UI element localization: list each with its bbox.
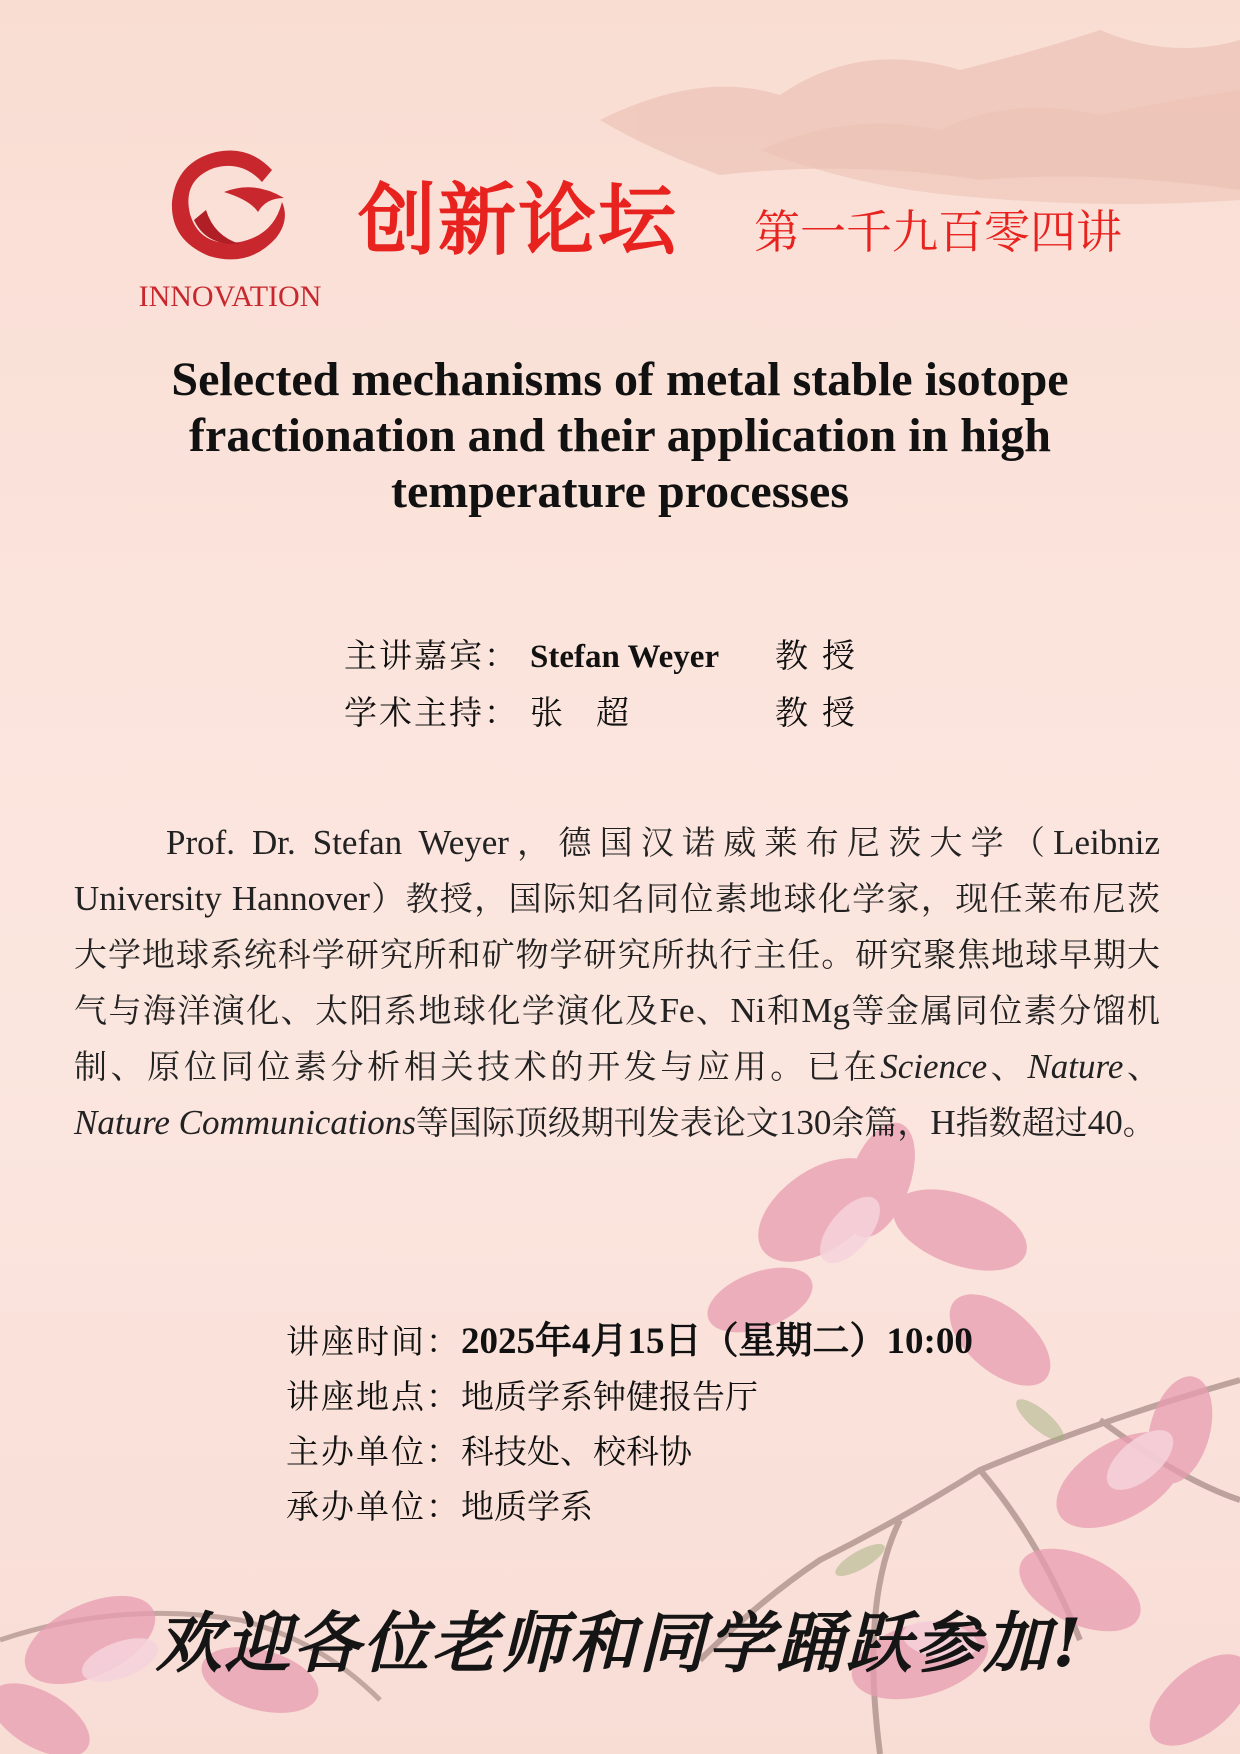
bio-element: Fe (659, 991, 695, 1030)
bio-text: 余篇， (831, 1103, 931, 1142)
time-row (286, 1314, 973, 1369)
bio-text: 、 (1123, 1047, 1161, 1086)
bio-text: 等国际顶级期刊发表论文 (415, 1103, 779, 1142)
bio-text: ，德国汉诺威莱布尼茨大学（ (508, 823, 1054, 862)
bio-text: 等金属同位素分馏机制、原位同位素分析相关技术的开发与应用。已在 (74, 991, 1161, 1086)
bio-text: 指数超过 (955, 1103, 1088, 1142)
bio-text: 、 (694, 991, 731, 1030)
bio-number: 40 (1087, 1103, 1123, 1142)
time-value: 2025年4月15日（星期二）10:00 (461, 1321, 973, 1362)
host-name: 张 超 (530, 693, 629, 732)
lecture-title (80, 352, 1160, 520)
place-value: 地质学系钟健报告厅 (461, 1377, 758, 1416)
speaker-row (344, 628, 869, 685)
innovation-logo (120, 140, 340, 320)
undertaker-label: 承办单位： (286, 1487, 461, 1526)
bio-journal: Science (880, 1047, 988, 1086)
logo-text: INNOVATION (138, 280, 322, 313)
speaker-bio (74, 815, 1160, 1151)
bio-element: Ni (730, 991, 766, 1030)
lecture-number: 第一千九百零四讲 (754, 205, 1122, 259)
speakers-block (344, 628, 869, 741)
bio-text: 、 (987, 1047, 1028, 1086)
host-title: 教授 (775, 693, 869, 732)
title-line-2: fractionation and their application in high (189, 409, 1051, 462)
event-info (286, 1314, 973, 1534)
bio-number: H (930, 1103, 956, 1142)
time-label: 讲座时间： (286, 1322, 461, 1361)
speaker-name: Stefan Weyer (530, 639, 720, 675)
organizer-row (286, 1424, 973, 1479)
bio-text: ）教授，国际知名同位素地球化学家，现任莱布尼茨大学地球系统科学研究所和矿物学研究所执行主任。研究聚焦地球早期大气与海洋演化、太阳系地球化学演化及 (74, 879, 1161, 1030)
undertaker-value: 地质学系 (461, 1487, 593, 1526)
host-label: 学术主持： (344, 693, 519, 732)
bio-journal: Nature Communications (74, 1103, 416, 1142)
place-label: 讲座地点： (286, 1377, 461, 1416)
speaker-title: 教授 (775, 636, 869, 675)
place-row (286, 1369, 973, 1424)
organizer-label: 主办单位： (286, 1432, 461, 1471)
bio-element: Mg (801, 991, 851, 1030)
welcome-slogan: 欢迎各位老师和同学踊跃参加! (155, 1604, 1085, 1682)
mountain-landscape (600, 30, 1240, 204)
bio-number: 130 (778, 1103, 832, 1142)
bio-name: Prof. Dr. Stefan Weyer (166, 823, 509, 862)
bio-university: Leibniz University Hannover (74, 823, 1161, 918)
bio-journal: Nature (1027, 1047, 1124, 1086)
speaker-label: 主讲嘉宾： (344, 636, 519, 675)
swirl-logo-icon (154, 140, 304, 270)
title-line-1: Selected mechanisms of metal stable isotope (171, 353, 1069, 406)
host-row (344, 685, 869, 741)
bio-text: 和 (765, 991, 802, 1030)
undertaker-row (286, 1479, 973, 1534)
organizer-value: 科技处、校科协 (461, 1432, 692, 1471)
forum-name: 创新论坛 (358, 176, 679, 266)
title-line-3: temperature processes (390, 465, 850, 518)
bio-text: 。 (1122, 1103, 1156, 1142)
